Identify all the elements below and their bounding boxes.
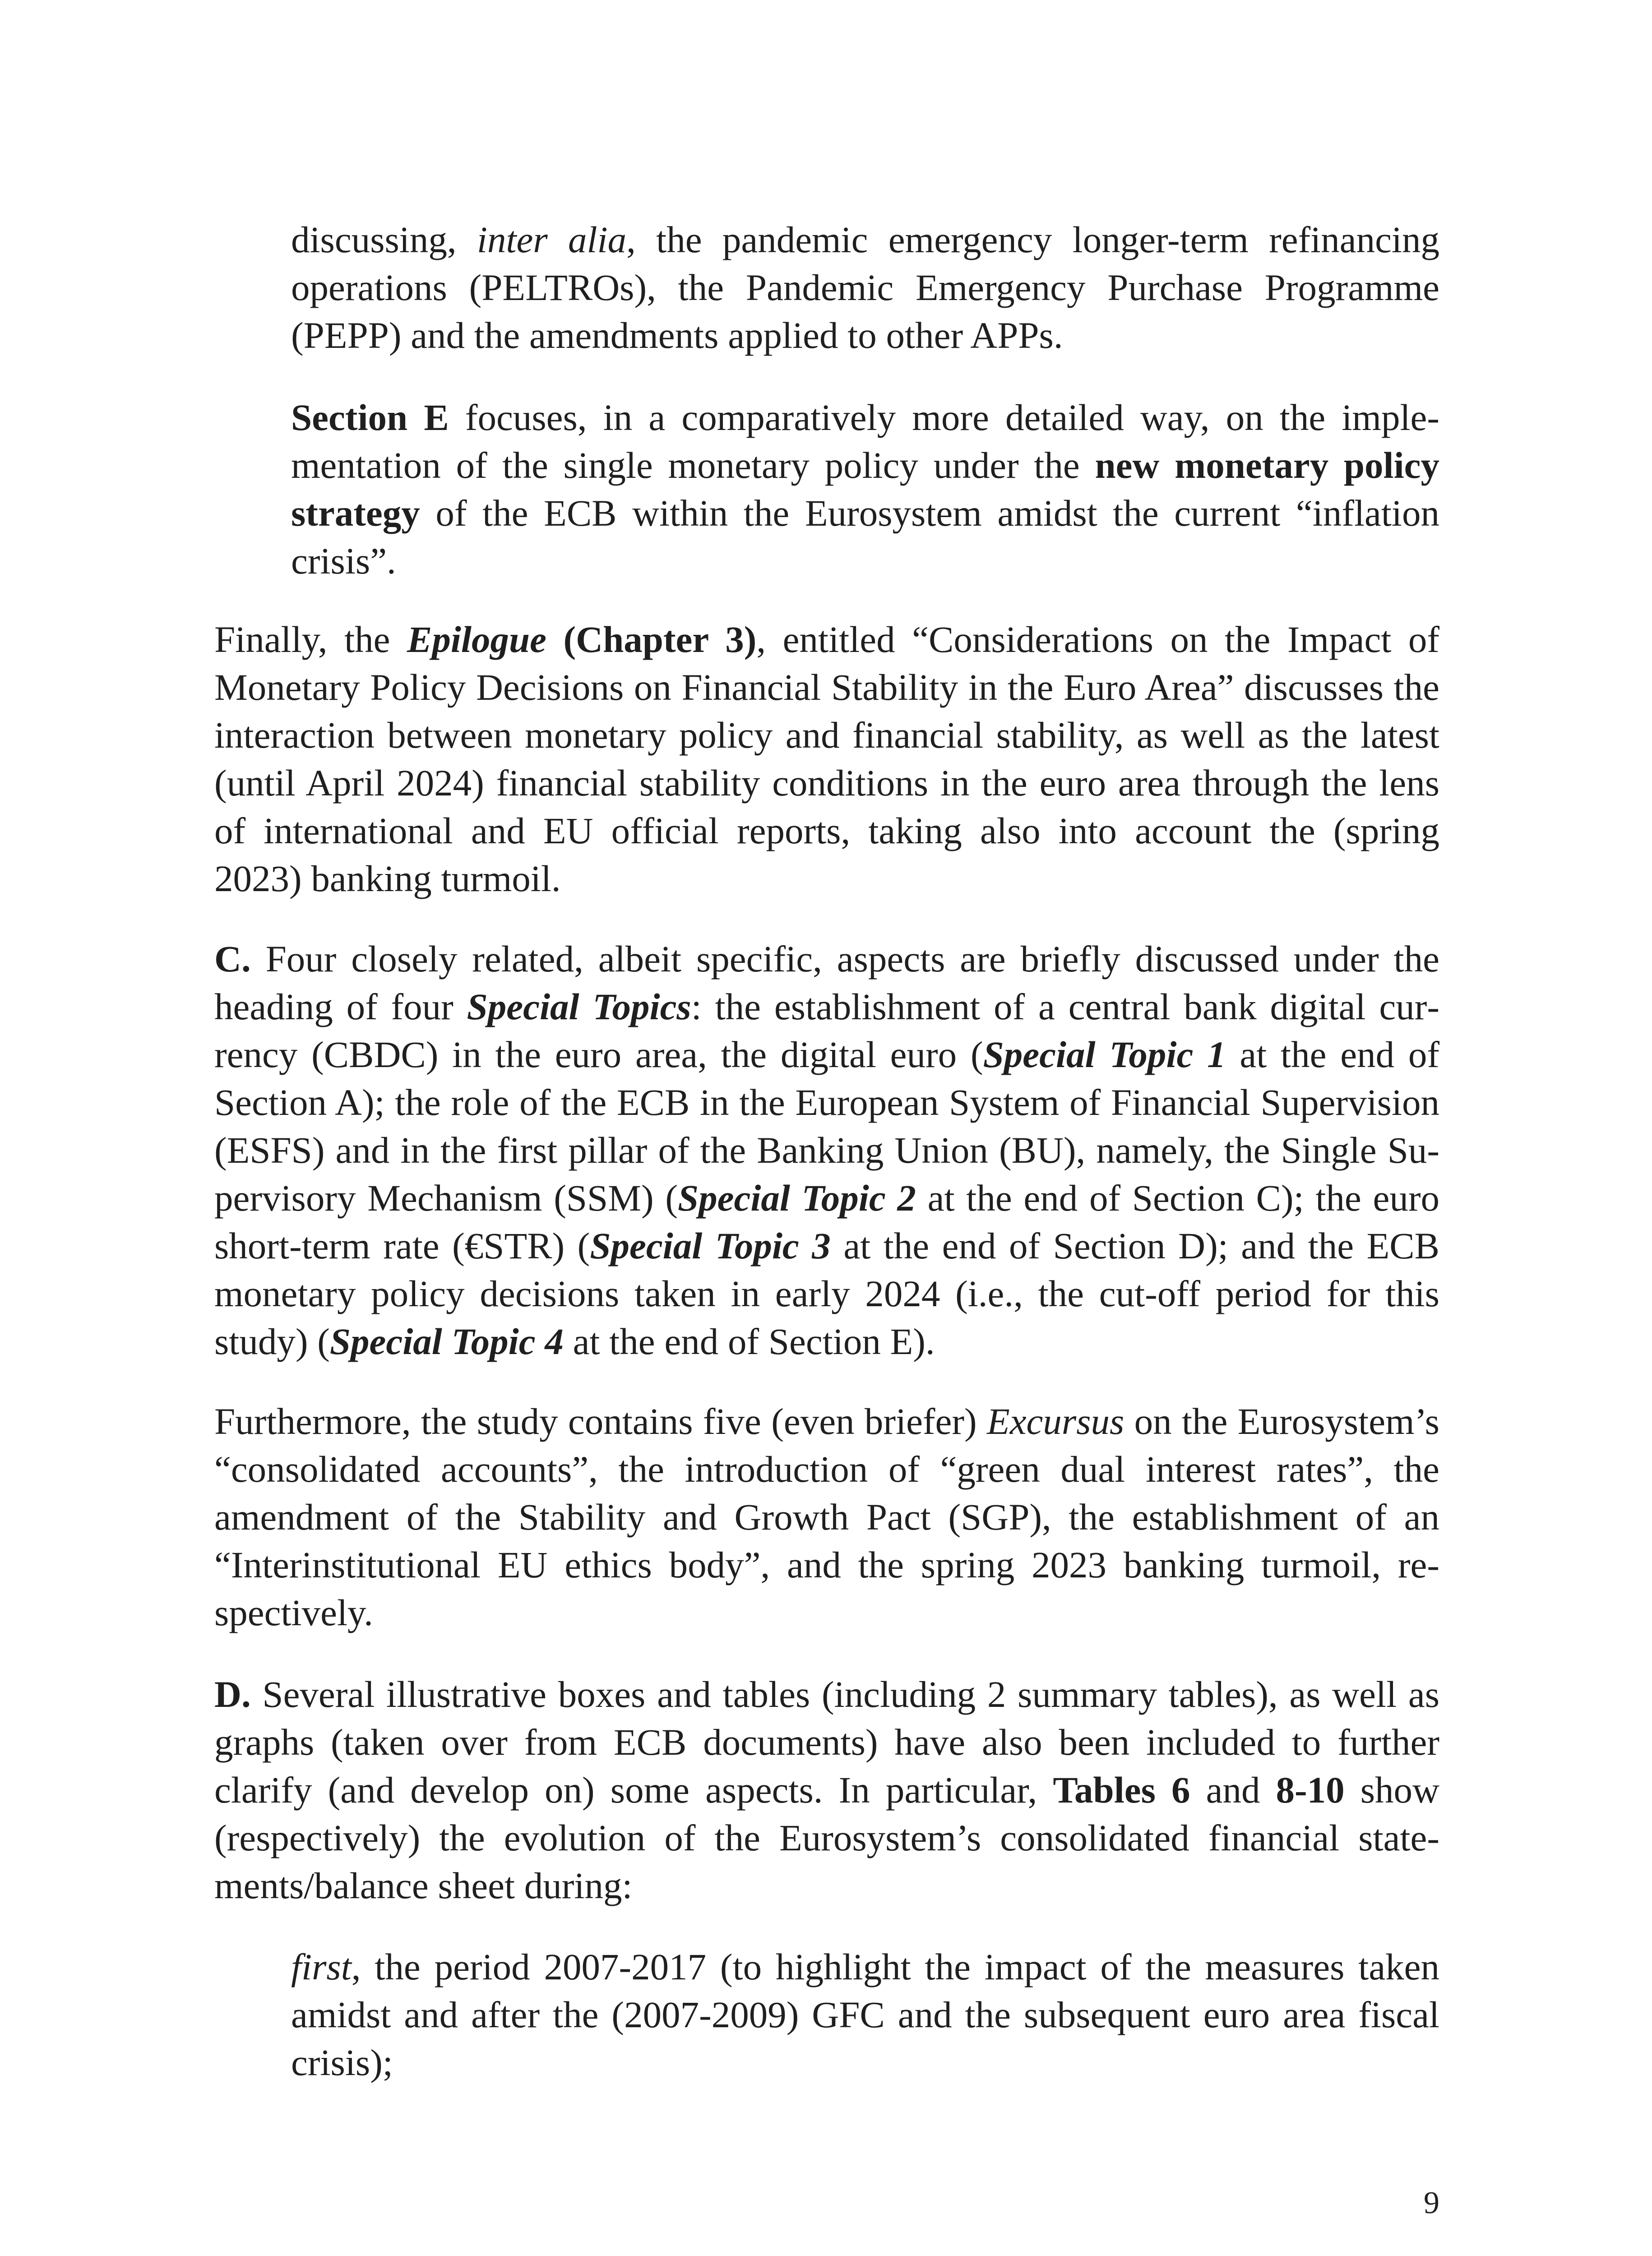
bold-text-run: new monetary policy strategy <box>291 444 1439 534</box>
text-run: Finally, the <box>214 619 407 660</box>
italic-text-run: first <box>291 1946 352 1988</box>
bold-text-run: C. <box>214 938 251 980</box>
italic-text-run: Excursus <box>987 1401 1124 1442</box>
bold-text-run: (Chapter 3) <box>546 619 757 660</box>
paragraph-illustrative-tables <box>214 1670 1439 1909</box>
text-run: Furthermore, the study contains five (even briefer) <box>214 1401 987 1442</box>
bold-italic-text-run: Special Topic 4 <box>329 1321 564 1362</box>
text-run: discussing, <box>291 219 477 260</box>
text-run: : the establishment of a central bank digital currency (CBDC) in the euro area, the digital euro ( <box>214 986 1439 1075</box>
paragraph-special-topics <box>214 935 1439 1365</box>
text-run: at the end of Section E). <box>563 1321 935 1362</box>
text-run: , the pandemic emergency longer-term refinancing operations (PELTROs), the Pandemic Emergency Purchase Programme (PEPP) and the amendments applied to other APPs. <box>291 219 1439 356</box>
bold-text-run: Section E <box>291 397 449 438</box>
text-run: on the Eurosystem’s “consolidated accounts”, the introduction of “green dual interest rates”, the amendment of the Stability and Growth Pact (SGP), the establishment of an “Interinstitutional EU ethics body”, and the spring 2023 banking turmoil, respectively. <box>214 1401 1439 1633</box>
page-number: 9 <box>1424 2186 1439 2220</box>
text-run: and <box>1190 1769 1276 1811</box>
bold-italic-text-run: Special Topic 3 <box>590 1225 831 1267</box>
text-run: , the period 2007-2017 (to highlight the impact of the measures taken amidst and after the (2007-2009) GFC and the subsequent euro area fiscal crisis); <box>291 1946 1439 2083</box>
text-run: show (respectively) the evolution of the Eurosystem’s consolidated financial statements/balance sheet during: <box>214 1769 1439 1906</box>
bold-text-run: Tables 6 <box>1053 1769 1190 1811</box>
text-run: focuses, in a comparatively more detailed way, on the implementation of the single monetary policy under the <box>291 397 1439 486</box>
bold-italic-text-run: Epilogue <box>407 619 546 660</box>
text-run: Several illustrative boxes and tables (including 2 summary tables), as well as graphs (taken over from ECB documents) have also been included to further clarify (and develop on) some aspects. In particular, <box>214 1674 1439 1811</box>
bold-text-run: D. <box>214 1674 251 1715</box>
bold-italic-text-run: Special Topic 2 <box>677 1177 916 1219</box>
paragraph-epilogue <box>214 615 1439 902</box>
bold-text-run: 8-10 <box>1276 1769 1345 1811</box>
text-run: of the ECB within the Eurosystem amidst the current “inflation crisis”. <box>291 492 1439 582</box>
text-run: Four closely related, albeit specific, aspects are briefly discussed under the heading of four <box>214 938 1439 1027</box>
bold-italic-text-run: Special Topic 1 <box>983 1034 1226 1075</box>
bold-italic-text-run: Special Topics <box>467 986 691 1027</box>
italic-text-run: inter alia <box>477 219 627 260</box>
text-run: , entitled “Considerations on the Impact of Monetary Policy Decisions on Financial Stability in the Euro Area” discusses the interaction between monetary policy and financial stability, as well as the latest (until April 2024) financial stability conditions in the euro area through the lens of international and EU official reports, taking also into account the (spring 2023) banking turmoil. <box>214 619 1440 899</box>
text-run: at the end of Section A); the role of the ECB in the European System of Financial Supervision (ESFS) and in the first pillar of the Banking Union (BU), namely, the Single Supervisory Mechanism (SSM) ( <box>214 1034 1439 1219</box>
paragraph-excursus <box>214 1397 1439 1637</box>
text-run: at the end of Section C); the euro short-term rate (€STR) ( <box>214 1177 1439 1267</box>
paragraph-section-e <box>291 393 1439 585</box>
paragraph-pandemic-operations <box>291 216 1439 359</box>
paragraph-first-period <box>291 1943 1439 2086</box>
text-run: at the end of Section D); and the ECB monetary policy decisions taken in early 2024 (i.e., the cut-off period for this study) ( <box>214 1225 1439 1362</box>
